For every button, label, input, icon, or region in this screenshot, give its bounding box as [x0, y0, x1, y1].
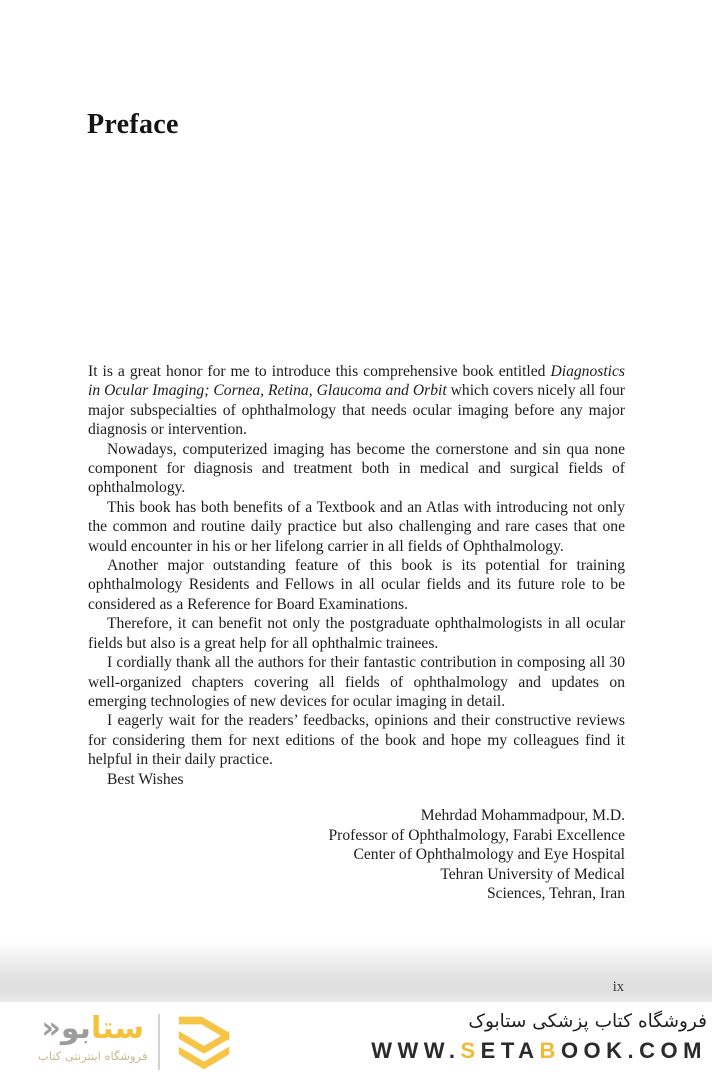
url-segment: S: [460, 1038, 481, 1063]
paragraph: Nowadays, computerized imaging has become the cornerstone and sin qua none component for diagnosis and treatment both in medical and surgical fields of ophthalmology.: [88, 440, 625, 497]
signature-block: [88, 806, 625, 904]
footer-store-info: [371, 1009, 707, 1064]
url-segment: ETA: [480, 1038, 540, 1063]
paragraph-text: which covers nicely all four major subspecialties of ophthalmology that needs ocular imaging before any major diagnosis or intervention.: [88, 382, 625, 439]
setabook-chevrons-icon: [171, 1013, 237, 1078]
signature-line: Tehran University of Medical: [440, 865, 625, 883]
page-title: Preface: [87, 108, 179, 140]
paragraph-text: It is a great honor for me to introduce this comprehensive book entitled: [88, 363, 551, 380]
book-title-italic: Diagnostics in Ocular Imaging; Cornea, Retina, Glaucoma and Orbit: [88, 363, 625, 400]
paragraph: I eagerly wait for the readers’ feedbacks, opinions and their constructive reviews for considering them for next editions of the book and hope my colleagues find it helpful in their daily practice.: [88, 712, 625, 769]
logo-wordmark: [41, 1012, 143, 1046]
wordmark-yellow-part: ستا: [90, 1011, 144, 1046]
preface-body: [88, 362, 625, 904]
paragraph: I cordially thank all the authors for their fantastic contribution in composing all 30 well-organized chapters covering all fields of ophthalmology and updates on emerging technologies of new devices for ocular imaging in detail.: [88, 654, 625, 710]
closing-line: Best Wishes: [107, 770, 184, 788]
page-bottom-shadow: [0, 941, 712, 1002]
wordmark-gray-part: بو: [60, 1011, 91, 1046]
signature-name: Mehrdad Mohammadpour, M.D.: [420, 806, 625, 824]
setabook-logo: [38, 1012, 237, 1078]
url-segment: OOK.COM: [560, 1038, 707, 1063]
url-segment: B: [539, 1038, 561, 1063]
logo-subtitle: فروشگاه اینترنتی کتاب: [38, 1049, 148, 1063]
page-number: ix: [612, 979, 624, 995]
signature-line: Center of Ophthalmology and Eye Hospital: [353, 846, 625, 864]
paragraph: This book has both benefits of a Textbook and an Atlas with introducing not only the common and routine daily practice but also challenging and rare cases that one would encounter in his or her lifelong carrier in all fields of Ophthalmology.: [88, 498, 625, 555]
logo-wordmark-block: [38, 1012, 147, 1063]
guillemet-icon: «: [41, 1011, 61, 1046]
paragraph: Therefore, it can benefit not only the postgraduate ophthalmologists in all ocular fields but also is a great help for all ophthalmic trainees.: [88, 615, 625, 652]
url-segment: WWW.: [371, 1038, 461, 1063]
paragraph: [88, 362, 625, 440]
logo-divider: [158, 1014, 160, 1070]
signature-line: Sciences, Tehran, Iran: [486, 885, 625, 903]
setabook-footer-banner: [0, 1002, 712, 1079]
store-url: [371, 1038, 707, 1064]
signature-line: Professor of Ophthalmology, Farabi Excellence: [328, 826, 625, 844]
store-name-farsi: فروشگاه کتاب پزشکی ستابوک: [468, 1011, 707, 1032]
paragraph: Another major outstanding feature of this book is its potential for training ophthalmology Residents and Fellows in all ocular fields and its future role to be considered as a Reference for Board Examinations.: [88, 557, 625, 613]
